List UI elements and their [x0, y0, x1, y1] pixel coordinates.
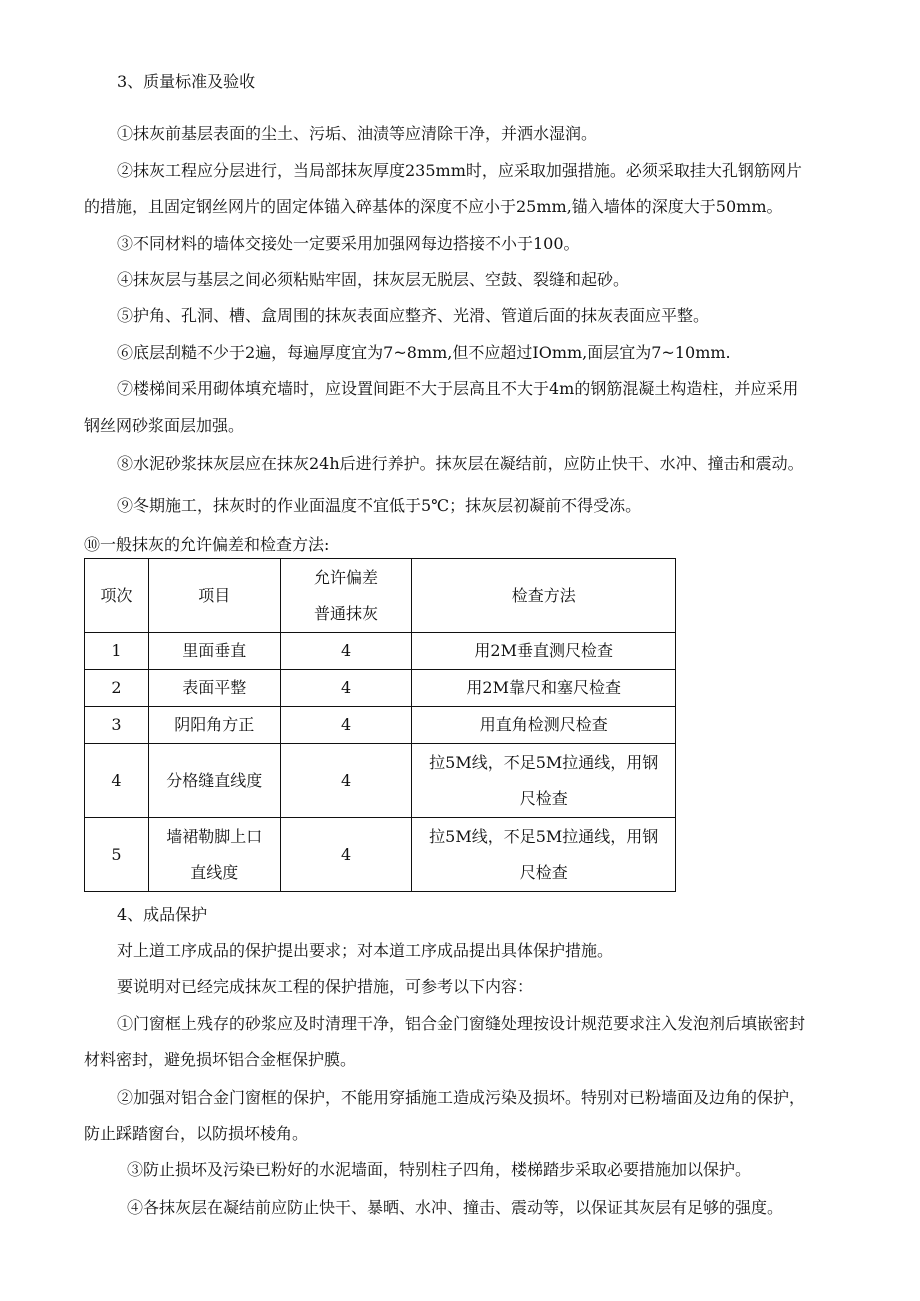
header-method: 检查方法	[412, 559, 676, 633]
header-item: 项目	[148, 559, 280, 633]
table-row	[85, 670, 676, 707]
cell-value: 4	[280, 633, 412, 670]
section4-line-7: ③防止损坏及污染已粉好的水泥墙面，特别柱子四角，楼梯踏步采取必要措施加以保护。	[127, 1160, 752, 1179]
item-6: ⑥底层刮糙不少于2遍，每遍厚度宜为7~8mm,但不应超过IOmm,面层宜为7~10mm.	[117, 343, 731, 362]
header-allow-bottom: 普通抹灰	[314, 603, 379, 623]
cell-item: 阴阳角方正	[148, 707, 280, 744]
cell-item-line1: 墙裙勒脚上口	[166, 826, 263, 846]
header-allow-top: 允许偏差	[314, 567, 379, 587]
cell-seq: 3	[85, 707, 149, 744]
cell-value: 4	[280, 707, 412, 744]
cell-method-line1: 拉5M线，不足5M拉通线，用钢	[429, 752, 659, 772]
item-1: ①抹灰前基层表面的尘土、污垢、油渍等应清除干净，并洒水湿润。	[117, 124, 598, 143]
header-seq: 项次	[85, 559, 149, 633]
cell-seq: 4	[85, 744, 149, 818]
cell-seq: 2	[85, 670, 149, 707]
cell-seq: 5	[85, 818, 149, 892]
item-8: ⑧水泥砂浆抹灰层应在抹灰24h后进行养护。抹灰层在凝结前，应防止快干、水冲、撞击和震动。	[117, 454, 804, 473]
cell-method	[412, 818, 676, 892]
cell-method: 用2M垂直测尺检查	[412, 633, 676, 670]
tolerance-table	[84, 558, 676, 892]
item-7-line1: ⑦楼梯间采用砌体填充墙时，应设置间距不大于层高且不大于4m的钢筋混凝土构造柱，并应采用	[117, 379, 799, 398]
section4-line-4: 材料密封，避免损坏铝合金框保护膜。	[84, 1050, 357, 1069]
cell-item: 里面垂直	[148, 633, 280, 670]
cell-method	[412, 744, 676, 818]
section4-line-3: ①门窗框上残存的砂浆应及时清理干净，铝合金门窗缝处理按设计规范要求注入发泡剂后填嵌密封	[117, 1014, 806, 1033]
cell-item: 表面平整	[148, 670, 280, 707]
cell-method: 用直角检测尺检查	[412, 707, 676, 744]
table-caption: ⑩一般抹灰的允许偏差和检查方法:	[84, 535, 330, 554]
cell-item: 分格缝直线度	[148, 744, 280, 818]
cell-item	[148, 818, 280, 892]
cell-value: 4	[280, 744, 412, 818]
header-allow	[280, 559, 412, 633]
cell-method-line2: 尺检查	[519, 788, 568, 808]
table-header-row	[85, 559, 676, 633]
item-2-line1: ②抹灰工程应分层进行，当局部抹灰厚度235mm时，应采取加强措施。必须采取挂大孔钢筋网片	[117, 161, 802, 180]
table-row	[85, 707, 676, 744]
table-row	[85, 633, 676, 670]
cell-seq: 1	[85, 633, 149, 670]
cell-method-line2: 尺检查	[519, 862, 568, 882]
item-3: ③不同材料的墙体交接处一定要采用加强网每边搭接不小于100。	[117, 234, 580, 253]
item-5: ⑤护角、孔洞、槽、盒周围的抹灰表面应整齐、光滑、管道后面的抹灰表面应平整。	[117, 306, 710, 325]
item-9: ⑨冬期施工，抹灰时的作业面温度不宜低于5℃；抹灰层初凝前不得受冻。	[117, 496, 642, 515]
section4-line-6: 防止踩踏窗台，以防损坏棱角。	[84, 1124, 309, 1143]
item-4: ④抹灰层与基层之间必须粘贴牢固，抹灰层无脱层、空鼓、裂缝和起砂。	[117, 270, 630, 289]
section3-heading: 3、质量标准及验收	[117, 72, 256, 91]
item-2-line2: 的措施，且固定钢丝网片的固定体锚入碎基体的深度不应小于25mm,锚入墙体的深度大于50mm。	[84, 197, 783, 216]
section4-line-1: 对上道工序成品的保护提出要求；对本道工序成品提出具体保护措施。	[117, 941, 614, 960]
cell-method-line1: 拉5M线，不足5M拉通线，用钢	[429, 826, 659, 846]
table-row	[85, 818, 676, 892]
cell-value: 4	[280, 670, 412, 707]
cell-method: 用2M靠尺和塞尺检查	[412, 670, 676, 707]
cell-value: 4	[280, 818, 412, 892]
section4-heading: 4、成品保护	[117, 905, 208, 924]
section4-line-2: 要说明对已经完成抹灰工程的保护措施，可参考以下内容：	[117, 977, 534, 996]
section4-line-5: ②加强对铝合金门窗框的保护，不能用穿插施工造成污染及损坏。特别对已粉墙面及边角的保护，	[117, 1088, 806, 1107]
item-7-line2: 钢丝网砂浆面层加强。	[84, 416, 245, 435]
table-row	[85, 744, 676, 818]
section4-line-8: ④各抹灰层在凝结前应防止快干、暴晒、水冲、撞击、震动等，以保证其灰层有足够的强度。	[127, 1198, 784, 1217]
cell-item-line2: 直线度	[190, 862, 239, 882]
